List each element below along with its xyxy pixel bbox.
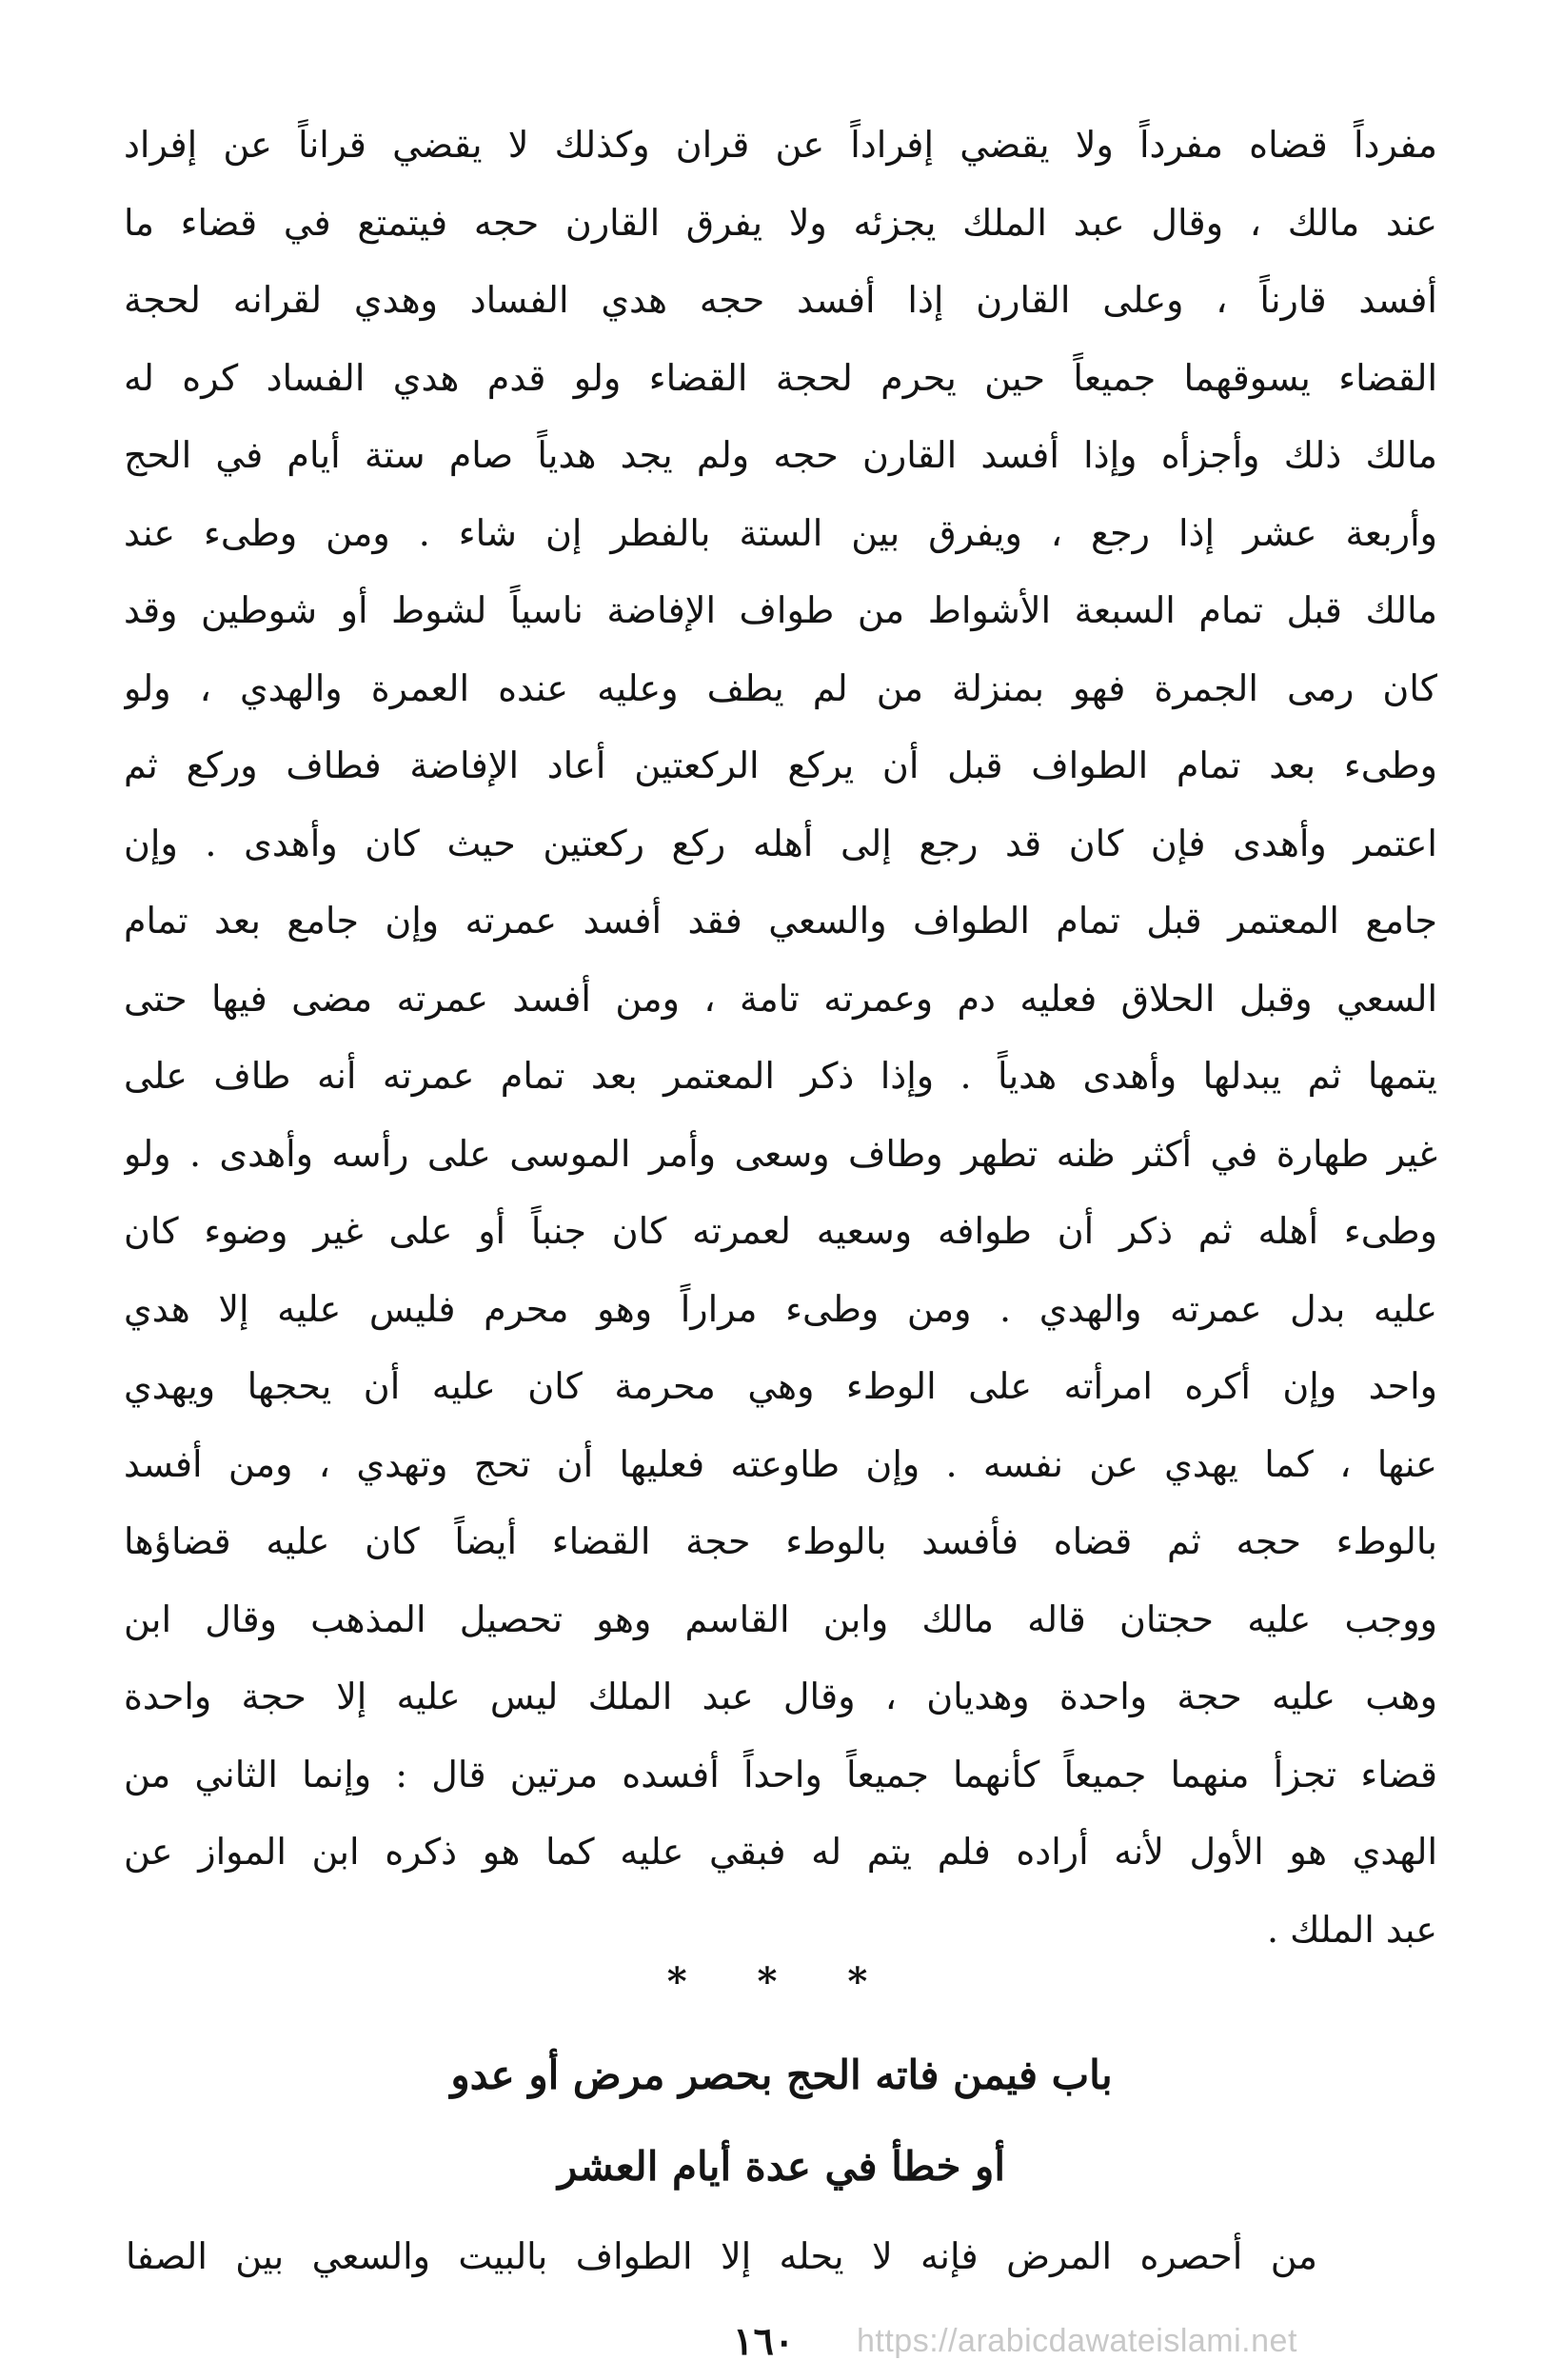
text-line: عليه بدل عمرته والهدي . ومن وطىء مراراً وهو محرم فليس عليه إلا هدي <box>124 1287 1437 1330</box>
body-text <box>124 107 1437 1969</box>
text-line: السعي وقبل الحلاق فعليه دم وعمرته تامة ، ومن أفسد عمرته مضى فيها حتى <box>124 977 1437 1020</box>
chapter-subheading: أو خطأ في عدة أيام العشر <box>558 2143 1005 2190</box>
text-line: الهدي هو الأول لأنه أراده فلم يتم له فبقي عليه كما هو ذكره ابن المواز عن <box>124 1831 1437 1873</box>
text-line: بالوطء حجه ثم قضاه فأفسد بالوطء حجة القضاء أيضاً كان عليه قضاؤها <box>124 1520 1437 1562</box>
text-line: عنها ، كما يهدي عن نفسه . وإن طاوعته فعليها أن تحج وتهدي ، ومن أفسد <box>124 1442 1437 1485</box>
text-line: مالك قبل تمام السبعة الأشواط من طواف الإفاضة ناسياً لشوط أو شوطين وقد <box>124 589 1437 631</box>
text-line: جامع المعتمر قبل تمام الطواف والسعي فقد أفسد عمرته وإن جامع بعد تمام <box>124 900 1437 942</box>
text-line: من أحصره المرض فإنه لا يحله إلا الطواف بالبيت والسعي بين الصفا <box>126 2235 1317 2277</box>
text-line: كان رمى الجمرة فهو بمنزلة من لم يطف وعليه عنده العمرة والهدي ، ولو <box>124 666 1437 709</box>
text-line: اعتمر وأهدى فإن كان قد رجع إلى أهله ركع ركعتين حيث كان وأهدى . وإن <box>124 822 1437 864</box>
text-line: عند مالك ، وقال عبد الملك يجزئه ولا يفرق القارن حجه فيتمتع في قضاء ما <box>124 201 1437 244</box>
text-line: ووجب عليه حجتان قاله مالك وابن القاسم وهو تحصيل المذهب وقال ابن <box>124 1597 1437 1640</box>
text-line: قضاء تجزأ منهما جميعاً كأنهما جميعاً واحداً أفسده مرتين قال : وإنما الثاني من <box>124 1753 1437 1795</box>
page-footer <box>0 2319 1563 2380</box>
text-line: غير طهارة في أكثر ظنه تطهر وطاف وسعى وأمر الموسى على رأسه وأهدى . ولو <box>124 1132 1437 1175</box>
chapter-heading: باب فيمن فاته الحج بحصر مرض أو عدو <box>450 2052 1113 2098</box>
text-line: وطىء بعد تمام الطواف قبل أن يركع الركعتين أعاد الإفاضة فطاف وركع ثم <box>124 744 1437 786</box>
text-line: أفسد قارناً ، وعلى القارن إذا أفسد حجه هدي الفساد وهدي لقرانه لحجة <box>124 279 1437 321</box>
text-line: واحد وإن أكره امرأته على الوطء وهي محرمة كان عليه أن يحجها ويهدي <box>124 1365 1437 1407</box>
page-number: ١٦٠ <box>733 2319 795 2364</box>
text-line: وأربعة عشر إذا رجع ، ويفرق بين الستة بالفطر إن شاء . ومن وطىء عند <box>124 511 1437 554</box>
text-line: وطىء أهله ثم ذكر أن طوافه وسعيه لعمرته كان جنباً أو على غير وضوء كان <box>124 1210 1437 1252</box>
text-line: مفرداً قضاه مفرداً ولا يقضي إفراداً عن قران وكذلك لا يقضي قراناً عن إفراد <box>124 124 1437 166</box>
watermark-text: https://arabicdawateislami.net <box>857 2323 1297 2359</box>
text-line: وهب عليه حجة واحدة وهديان ، وقال عبد الملك ليس عليه إلا حجة واحدة <box>124 1676 1437 1717</box>
text-line: عبد الملك . <box>1266 1908 1437 1951</box>
text-line: القضاء يسوقهما جميعاً حين يحرم لحجة القضاء ولو قدم هدي الفساد كره له <box>124 356 1437 399</box>
section-separator: * * * <box>666 1959 897 2004</box>
text-line: يتمها ثم يبدلها وأهدى هدياً . وإذا ذكر المعتمر بعد تمام عمرته أنه طاف على <box>124 1055 1437 1097</box>
text-line: مالك ذلك وأجزأه وإذا أفسد القارن حجه ولم يجد هدياً صام ستة أيام في الحج <box>124 434 1437 476</box>
